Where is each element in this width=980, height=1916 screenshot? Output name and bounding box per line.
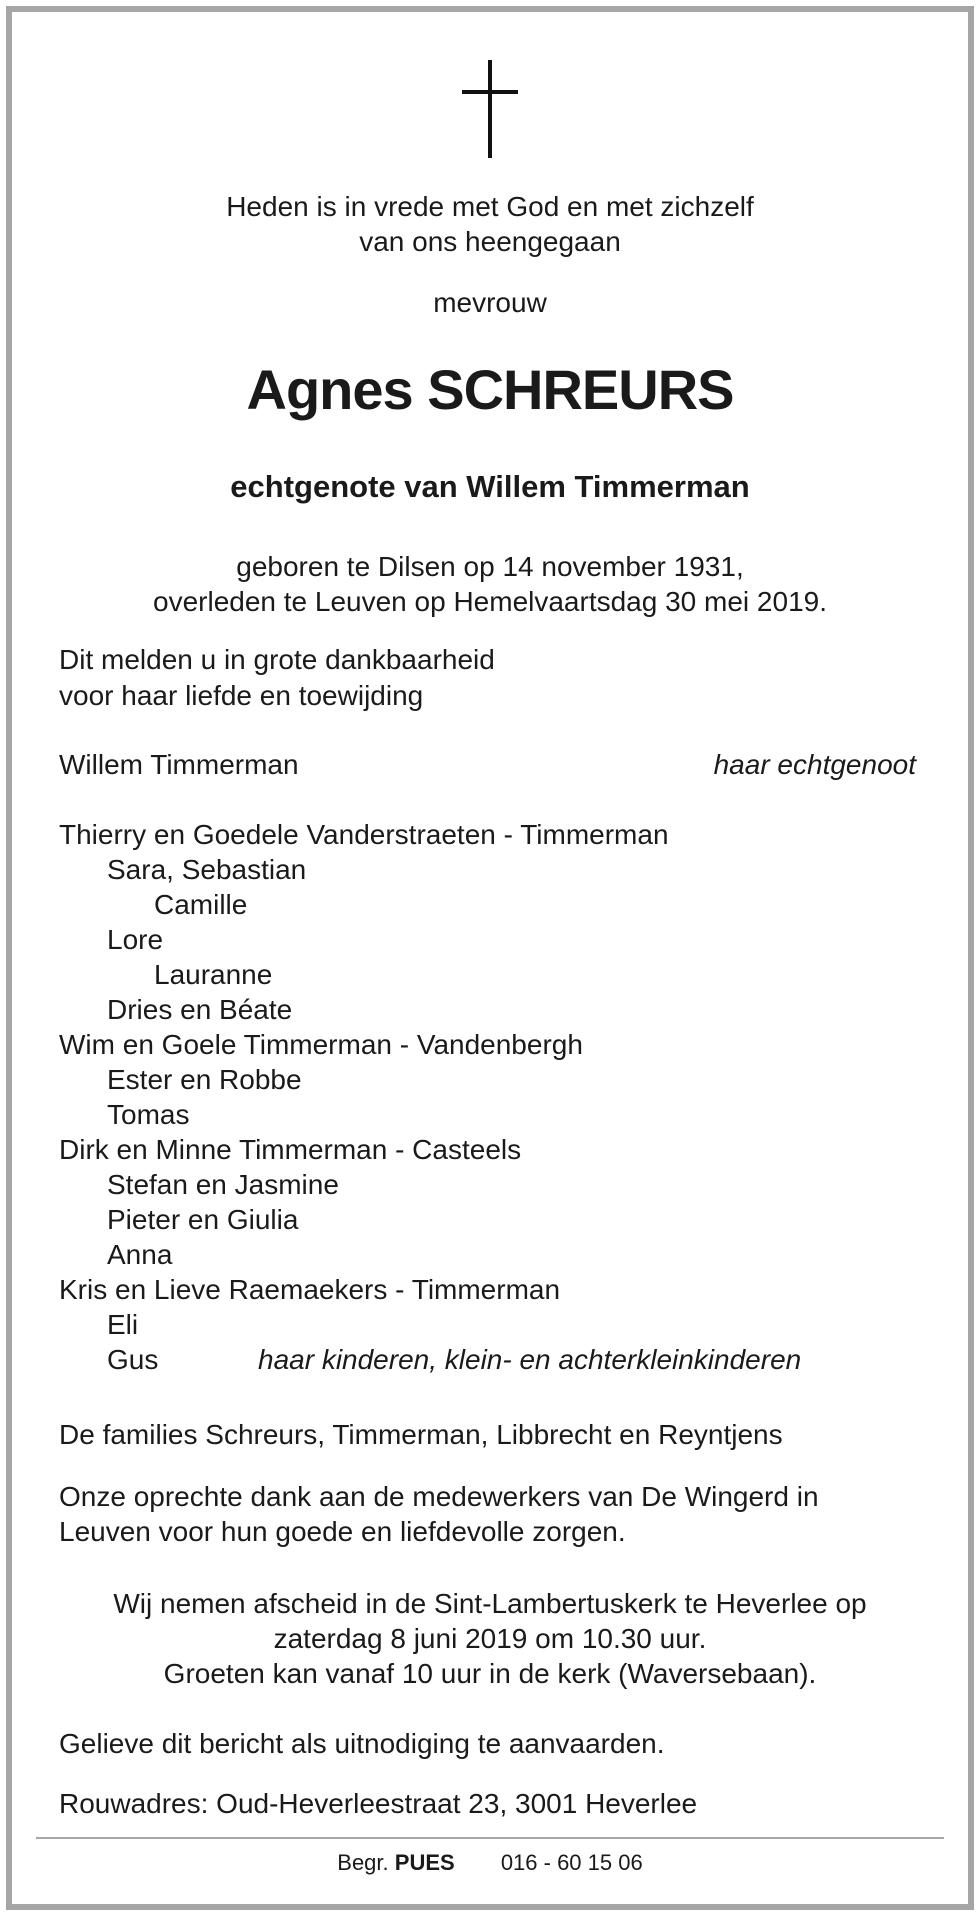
death-line: overleden te Leuven op Hemelvaartsdag 30 mei 2019.: [153, 586, 827, 617]
ceremony-line-2: zaterdag 8 juni 2019 om 10.30 uur.: [273, 1623, 707, 1654]
ceremony-line-3: Groeten kan vanaf 10 uur in de kerk (Waversebaan).: [163, 1658, 817, 1689]
family-line: Stefan en Jasmine: [107, 1169, 339, 1200]
family-line: Wim en Goele Timmerman - Vandenbergh: [59, 1029, 583, 1060]
invitation-note: Gelieve dit bericht als uitnodiging te aanvaarden.: [59, 1728, 665, 1759]
undertaker-phone: 016 - 60 15 06: [500, 1850, 643, 1875]
family-line: Sara, Sebastian: [107, 854, 307, 885]
gratitude-line-2: voor haar liefde en toewijding: [59, 680, 424, 711]
family-line: Camille: [154, 889, 248, 920]
family-line: Lore: [107, 924, 164, 955]
family-line: Dirk en Minne Timmerman - Casteels: [59, 1134, 522, 1165]
family-line: Dries en Béate: [107, 994, 293, 1025]
family-line: Anna: [107, 1239, 173, 1270]
thanks-line-2: Leuven voor hun goede en liefdevolle zorgen.: [59, 1516, 626, 1547]
extended-families: De families Schreurs, Timmerman, Libbrecht en Reyntjens: [59, 1419, 783, 1450]
thanks-line-1: Onze oprechte dank aan de medewerkers van De Wingerd in: [59, 1481, 819, 1512]
cross-icon: [462, 60, 518, 160]
spouse-role: haar echtgenoot: [713, 749, 916, 780]
family-role: haar kinderen, klein- en achterkleinkinderen: [258, 1344, 802, 1375]
footer-divider: [36, 1837, 944, 1839]
ceremony-line-1: Wij nemen afscheid in de Sint-Lambertuskerk te Heverlee op: [113, 1588, 867, 1619]
undertaker-name: PUES: [394, 1850, 455, 1875]
gratitude-line-1: Dit melden u in grote dankbaarheid: [59, 644, 495, 675]
family-line: Lauranne: [154, 959, 273, 990]
honorific: mevrouw: [433, 287, 547, 318]
intro-line-1: Heden is in vrede met God en met zichzelf: [226, 191, 754, 222]
deceased-name: Agnes SCHREURS: [246, 358, 734, 421]
family-line: Pieter en Giulia: [107, 1204, 299, 1235]
family-line: Eli: [107, 1309, 139, 1340]
spouse-name: Willem Timmerman: [59, 749, 299, 780]
birth-line: geboren te Dilsen op 14 november 1931,: [236, 551, 744, 582]
family-line: Tomas: [107, 1099, 190, 1130]
undertaker-footer: [0, 1850, 980, 1876]
intro-line-2: van ons heengegaan: [359, 226, 621, 257]
spouse-line: echtgenote van Willem Timmerman: [230, 469, 750, 504]
undertaker-prefix: Begr.: [337, 1850, 389, 1875]
family-line: Ester en Robbe: [107, 1064, 302, 1095]
family-line: Gus: [107, 1344, 159, 1375]
family-line: Kris en Lieve Raemaekers - Timmerman: [59, 1274, 561, 1305]
family-line: Thierry en Goedele Vanderstraeten - Timmerman: [59, 819, 669, 850]
mourning-address: Rouwadres: Oud-Heverleestraat 23, 3001 Heverlee: [59, 1788, 698, 1819]
